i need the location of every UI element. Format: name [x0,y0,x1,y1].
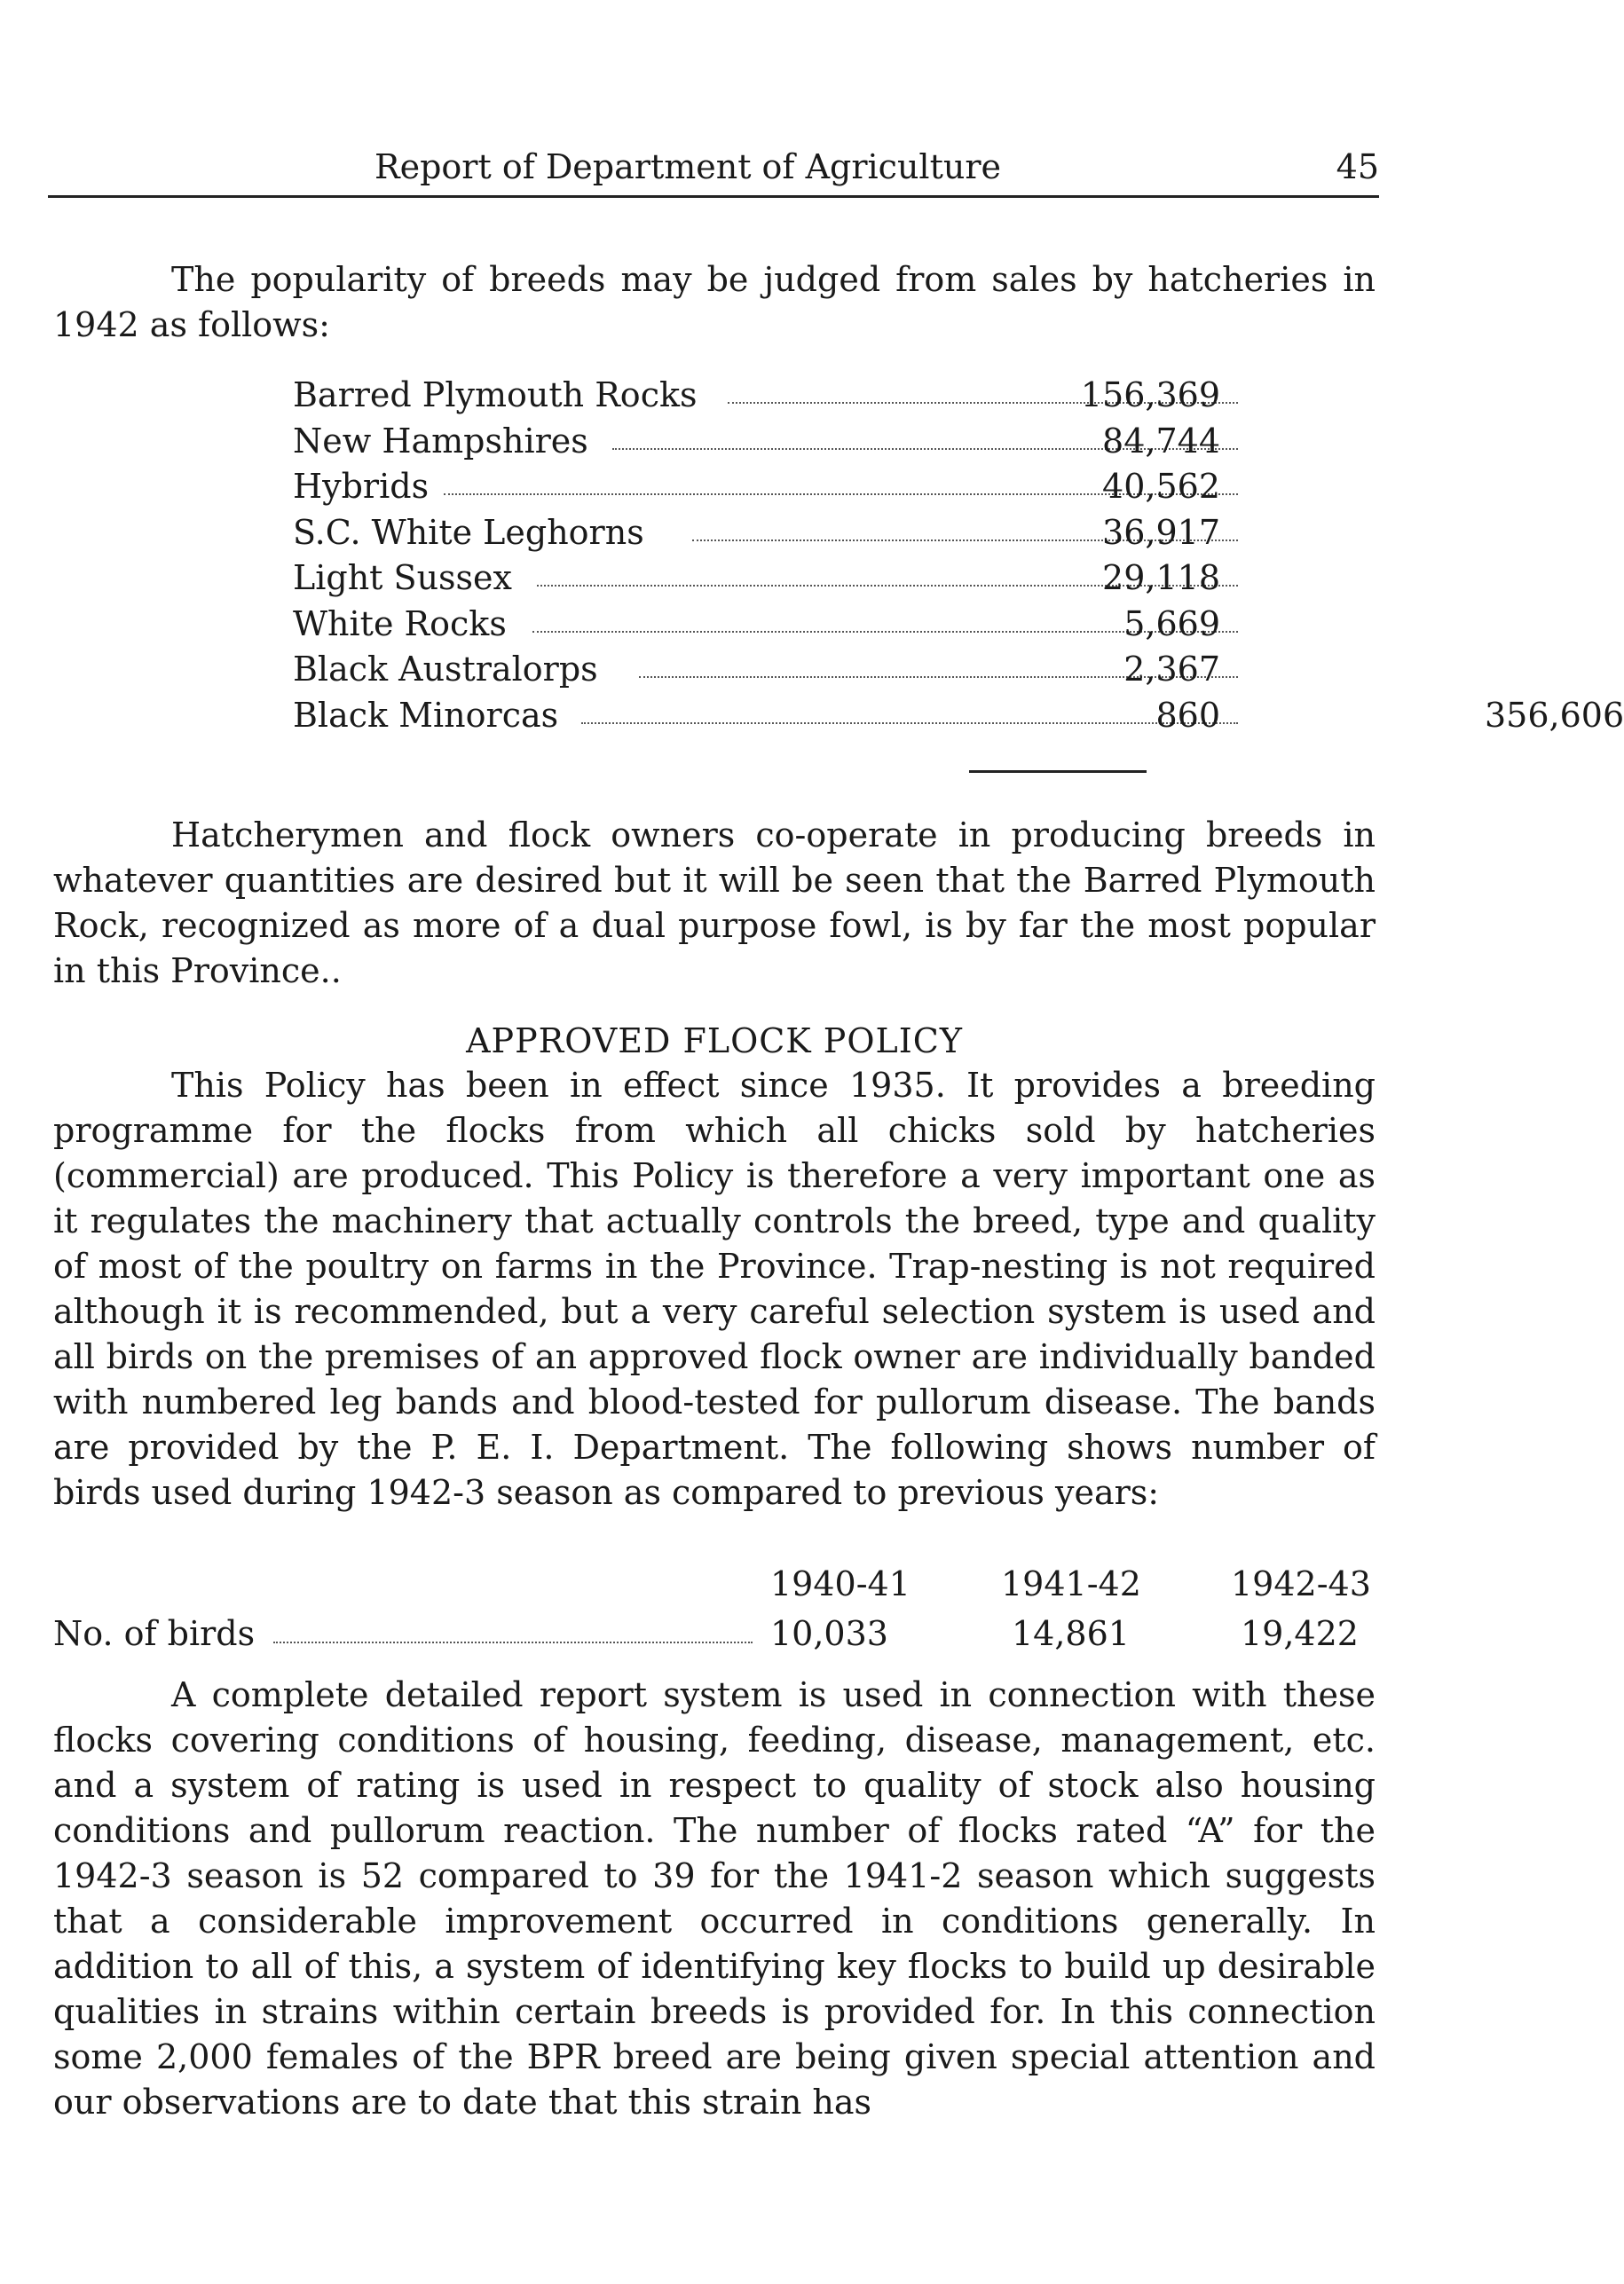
breed-value: 29,118 [1102,558,1220,597]
paragraph-cooperation: Hatcherymen and flock owners co-operate in producing breeds in whatever quantities are desired but it will be seen that the Barred Plymouth Rock, recognized as more of a dual purpose fowl, is by far the most popular in this Province.. [53,815,1376,990]
year-header: 1941-42 [1001,1564,1141,1603]
year-header: 1940-41 [770,1564,911,1603]
breed-value: 84,744 [1102,421,1220,461]
breed-row [293,647,1358,693]
birds-table [53,1562,1376,1659]
breed-value: 860 [1155,695,1220,735]
section-heading: APPROVED FLOCK POLICY [466,1021,963,1060]
page-header [48,144,1379,198]
breed-sales-list [293,373,1624,738]
breed-name: Black Australorps [293,650,598,689]
page-number: 45 [1336,147,1379,186]
breed-name: Barred Plymouth Rocks [293,375,698,414]
breed-name: White Rocks [293,603,507,643]
breed-value: 5,669 [1123,603,1220,643]
breed-row [293,602,1358,648]
breed-name: New Hampshires [293,421,588,461]
breed-row [293,693,1624,739]
breed-row [293,510,1358,556]
paragraph-policy: This Policy has been in effect since 1935. It provides a breeding programme for the flocks from which all chicks sold by hatcheries (commercial) are produced. This Policy is therefore a very important one as it regulates the machinery that actually controls the breed, type and quality of most of the poultry on farms in the Province. Trap-nesting is not required although it is recommended, but a very careful selection system is used and all birds on the premises of an approved flock owner are individually banded with numbered leg bands and blood-tested for pullorum disease. The bands are provided by the P. E. I. Department. The following shows number of birds used during 1942-3 season as compared to previous years: [53,1066,1376,1512]
running-title: Report of Department of Agriculture [374,147,1001,186]
breed-name: S.C. White Leghorns [293,512,644,552]
breeds-total: 356,606 [1485,695,1624,735]
breed-value: 2,367 [1123,650,1220,689]
breed-row [293,419,1358,465]
birds-row-label: No. of birds [53,1614,256,1653]
breed-value: 36,917 [1102,512,1220,552]
breed-value: 156,369 [1080,375,1220,414]
paragraph-report-system: A complete detailed report system is used in connection with these flocks covering conditions of housing, feeding, disease, management, etc. and a system of rating is used in respect to quality of stock also housing conditions and pullorum reaction. The number of flocks rated “A” for the 1942-3 season is 52 compared to 39 for the 1941-2 season which suggests that a considerable improvement occurred in conditions generally. In addition to all of this, a system of identifying key flocks to build up desirable qualities in strains within certain breeds is provided for. In this connection some 2,000 females of the BPR breed are being given special attention and our observations are to date that this strain has [53,1675,1376,2122]
year-header: 1942-43 [1231,1564,1371,1603]
intro-paragraph: The popularity of breeds may be judged from sales by hatcheries in 1942 as follows: [53,260,1376,344]
sum-rule [969,770,1147,773]
breed-value: 40,562 [1102,467,1220,506]
breed-row [293,373,1358,419]
birds-value: 19,422 [1241,1614,1359,1653]
birds-value: 10,033 [770,1614,888,1653]
breed-row [293,464,1358,510]
breed-name: Light Sussex [293,558,512,597]
birds-value: 14,861 [1012,1614,1130,1653]
breed-name: Hybrids [293,467,430,506]
breed-name: Black Minorcas [293,695,559,735]
dot-leader [273,1642,753,1643]
breed-row [293,555,1358,602]
